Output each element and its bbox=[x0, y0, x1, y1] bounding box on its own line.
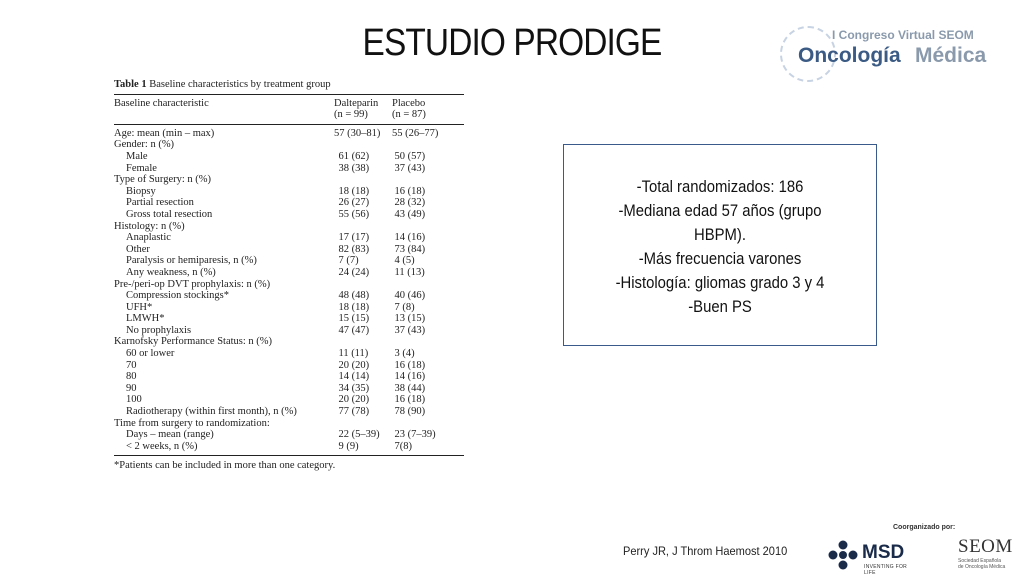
row-dalteparin-value: 14 (14) bbox=[338, 371, 370, 383]
table-row bbox=[114, 151, 464, 163]
row-label: < 2 weeks, n (%) bbox=[126, 440, 198, 452]
table-row bbox=[114, 383, 464, 395]
row-label: Any weakness, n (%) bbox=[126, 266, 216, 278]
row-placebo-value bbox=[392, 139, 464, 151]
summary-line: -Mediana edad 57 años (grupo bbox=[618, 202, 822, 220]
row-label: Gender: n (%) bbox=[114, 139, 175, 151]
row-dalteparin-value: 18 (18) bbox=[338, 301, 370, 313]
row-label: 90 bbox=[126, 382, 137, 394]
table-bottom-rule bbox=[114, 455, 464, 456]
row-placebo-value: 7 (8) bbox=[394, 301, 415, 313]
seom-subtitle-1: Sociedad Española bbox=[958, 558, 1002, 564]
table-row bbox=[114, 221, 464, 233]
row-label: Anaplastic bbox=[126, 232, 171, 244]
table-row bbox=[114, 394, 464, 406]
header-dalteparin-label: Dalteparin bbox=[334, 97, 379, 109]
table-caption bbox=[114, 79, 464, 91]
row-placebo-value: 4 (5) bbox=[394, 255, 415, 267]
table-row bbox=[114, 209, 464, 221]
row-label: Pre-/peri-op DVT prophylaxis: n (%) bbox=[114, 278, 271, 290]
table-header-rule bbox=[114, 124, 464, 125]
logo-congreso-text: I Congreso Virtual SEOM bbox=[832, 28, 974, 42]
row-placebo-value: 16 (18) bbox=[394, 359, 426, 371]
table-row bbox=[114, 174, 464, 186]
table-row bbox=[114, 441, 464, 453]
msd-mark-icon bbox=[828, 540, 858, 570]
msd-name: MSD bbox=[862, 542, 905, 563]
row-dalteparin-value: 20 (20) bbox=[338, 359, 370, 371]
header-placebo-label: Placebo bbox=[392, 97, 426, 109]
citation: Perry JR, J Throm Haemost 2010 bbox=[623, 544, 788, 558]
summary-line: -Más frecuencia varones bbox=[638, 250, 802, 268]
row-placebo-value: 3 (4) bbox=[394, 348, 415, 360]
table-row bbox=[114, 279, 464, 291]
table-row bbox=[114, 197, 464, 209]
row-label: Other bbox=[126, 243, 150, 255]
table-row bbox=[114, 313, 464, 325]
seom-subtitle-2: de Oncología Médica bbox=[958, 564, 1006, 570]
seom-name: SEOM bbox=[958, 536, 1013, 557]
header-dalteparin-n: (n = 99) bbox=[334, 109, 368, 121]
row-placebo-value: 37 (43) bbox=[394, 162, 426, 174]
table-row bbox=[114, 232, 464, 244]
row-label: Biopsy bbox=[126, 185, 156, 197]
row-label: Radiotherapy (within first month), n (%) bbox=[126, 406, 297, 418]
row-dalteparin-value: 77 (78) bbox=[338, 406, 370, 418]
table-row bbox=[114, 186, 464, 198]
table-caption-text: Baseline characteristics by treatment group bbox=[149, 79, 331, 90]
msd-tagline: INVENTING FOR LIFE bbox=[864, 564, 908, 576]
row-label: Compression stockings* bbox=[126, 290, 229, 302]
row-dalteparin-value bbox=[334, 418, 392, 430]
table-row bbox=[114, 139, 464, 151]
row-label: LMWH* bbox=[126, 313, 165, 325]
row-dalteparin-value: 26 (27) bbox=[338, 197, 370, 209]
table-row bbox=[114, 371, 464, 383]
row-dalteparin-value bbox=[334, 174, 392, 186]
row-placebo-value: 14 (16) bbox=[394, 371, 426, 383]
row-dalteparin-value: 61 (62) bbox=[338, 150, 370, 162]
header-dalteparin bbox=[334, 98, 392, 121]
summary-line: -Total randomizados: 186 bbox=[636, 178, 804, 196]
row-placebo-value bbox=[392, 221, 464, 233]
table-row bbox=[114, 267, 464, 279]
row-label: Karnofsky Performance Status: n (%) bbox=[114, 336, 273, 348]
row-placebo-value bbox=[392, 279, 464, 291]
row-label: UFH* bbox=[126, 301, 153, 313]
row-placebo-value bbox=[392, 174, 464, 186]
row-label: 100 bbox=[126, 394, 142, 406]
table-row bbox=[114, 290, 464, 302]
row-placebo-value: 50 (57) bbox=[394, 150, 426, 162]
seom-logo bbox=[958, 536, 1018, 576]
row-dalteparin-value: 57 (30–81) bbox=[334, 127, 381, 139]
header-characteristic: Baseline characteristic bbox=[114, 97, 209, 109]
header-placebo bbox=[392, 98, 464, 121]
row-dalteparin-value: 24 (24) bbox=[338, 266, 370, 278]
baseline-table bbox=[114, 79, 464, 472]
row-placebo-value: 55 (26–77) bbox=[392, 127, 439, 139]
row-label: 80 bbox=[126, 371, 137, 383]
row-dalteparin-value: 47 (47) bbox=[338, 324, 370, 336]
slide-title: ESTUDIO PRODIGE bbox=[362, 22, 662, 64]
table-row bbox=[114, 429, 464, 441]
row-dalteparin-value: 38 (38) bbox=[338, 162, 370, 174]
row-dalteparin-value bbox=[334, 279, 392, 291]
row-label: Type of Surgery: n (%) bbox=[114, 174, 212, 186]
row-placebo-value: 37 (43) bbox=[394, 324, 426, 336]
summary-line: -Histología: gliomas grado 3 y 4 bbox=[615, 274, 825, 292]
row-dalteparin-value bbox=[334, 221, 392, 233]
row-placebo-value: 14 (16) bbox=[394, 232, 426, 244]
row-label: Days – mean (range) bbox=[126, 429, 214, 441]
table-row bbox=[114, 336, 464, 348]
row-dalteparin-value: 7 (7) bbox=[338, 255, 359, 267]
row-placebo-value: 23 (7–39) bbox=[394, 429, 436, 441]
row-label: Male bbox=[126, 150, 148, 162]
row-placebo-value: 16 (18) bbox=[394, 185, 426, 197]
table-row bbox=[114, 244, 464, 256]
row-dalteparin-value: 17 (17) bbox=[338, 232, 370, 244]
table-row bbox=[114, 128, 464, 140]
row-placebo-value: 28 (32) bbox=[394, 197, 426, 209]
row-dalteparin-value: 11 (11) bbox=[338, 348, 369, 360]
table-row bbox=[114, 418, 464, 430]
row-dalteparin-value: 22 (5–39) bbox=[338, 429, 380, 441]
row-placebo-value: 11 (13) bbox=[394, 266, 425, 278]
table-footnote: *Patients can be included in more than one category. bbox=[114, 460, 336, 472]
row-dalteparin-value: 20 (20) bbox=[338, 394, 370, 406]
row-placebo-value: 16 (18) bbox=[394, 394, 426, 406]
row-label: Age: mean (min – max) bbox=[114, 127, 215, 139]
row-placebo-value bbox=[392, 336, 464, 348]
row-label: No prophylaxis bbox=[126, 324, 192, 336]
row-placebo-value: 7(8) bbox=[394, 440, 412, 452]
table-row bbox=[114, 348, 464, 360]
logo-medica-text: Médica bbox=[915, 44, 987, 67]
table-row bbox=[114, 325, 464, 337]
table-row bbox=[114, 302, 464, 314]
row-dalteparin-value: 34 (35) bbox=[338, 382, 370, 394]
coorganizado-label: Coorganizado por: bbox=[893, 524, 956, 531]
row-label: Histology: n (%) bbox=[114, 220, 185, 232]
table-body bbox=[114, 128, 464, 453]
table-caption-number: Table 1 bbox=[114, 79, 147, 90]
row-dalteparin-value: 48 (48) bbox=[338, 290, 370, 302]
table-row bbox=[114, 163, 464, 175]
table-row bbox=[114, 406, 464, 418]
row-dalteparin-value: 15 (15) bbox=[338, 313, 370, 325]
row-label: 60 or lower bbox=[126, 348, 175, 360]
row-label: Partial resection bbox=[126, 197, 194, 209]
row-label: Gross total resection bbox=[126, 208, 213, 220]
row-placebo-value: 73 (84) bbox=[394, 243, 426, 255]
summary-box bbox=[563, 144, 877, 346]
row-dalteparin-value: 82 (83) bbox=[338, 243, 370, 255]
logo-oncologia-text: Oncología bbox=[798, 44, 901, 67]
header-placebo-n: (n = 87) bbox=[392, 109, 426, 121]
row-placebo-value: 43 (49) bbox=[394, 208, 426, 220]
row-placebo-value: 40 (46) bbox=[394, 290, 426, 302]
row-dalteparin-value: 55 (56) bbox=[338, 208, 370, 220]
summary-line: -Buen PS bbox=[688, 298, 752, 316]
table-row bbox=[114, 255, 464, 267]
table-row bbox=[114, 360, 464, 372]
row-placebo-value bbox=[392, 418, 464, 430]
row-dalteparin-value bbox=[334, 139, 392, 151]
summary-line: HBPM). bbox=[694, 226, 746, 244]
row-label: Paralysis or hemiparesis, n (%) bbox=[126, 255, 257, 267]
row-placebo-value: 38 (44) bbox=[394, 382, 426, 394]
row-label: 70 bbox=[126, 359, 137, 371]
row-label: Time from surgery to randomization: bbox=[114, 417, 270, 429]
row-placebo-value: 78 (90) bbox=[394, 406, 426, 418]
msd-logo bbox=[828, 538, 908, 576]
row-label: Female bbox=[126, 162, 157, 174]
row-dalteparin-value bbox=[334, 336, 392, 348]
row-placebo-value: 13 (15) bbox=[394, 313, 426, 325]
row-dalteparin-value: 9 (9) bbox=[338, 440, 359, 452]
row-dalteparin-value: 18 (18) bbox=[338, 185, 370, 197]
congress-logo bbox=[778, 24, 1008, 86]
table-header bbox=[114, 95, 464, 124]
